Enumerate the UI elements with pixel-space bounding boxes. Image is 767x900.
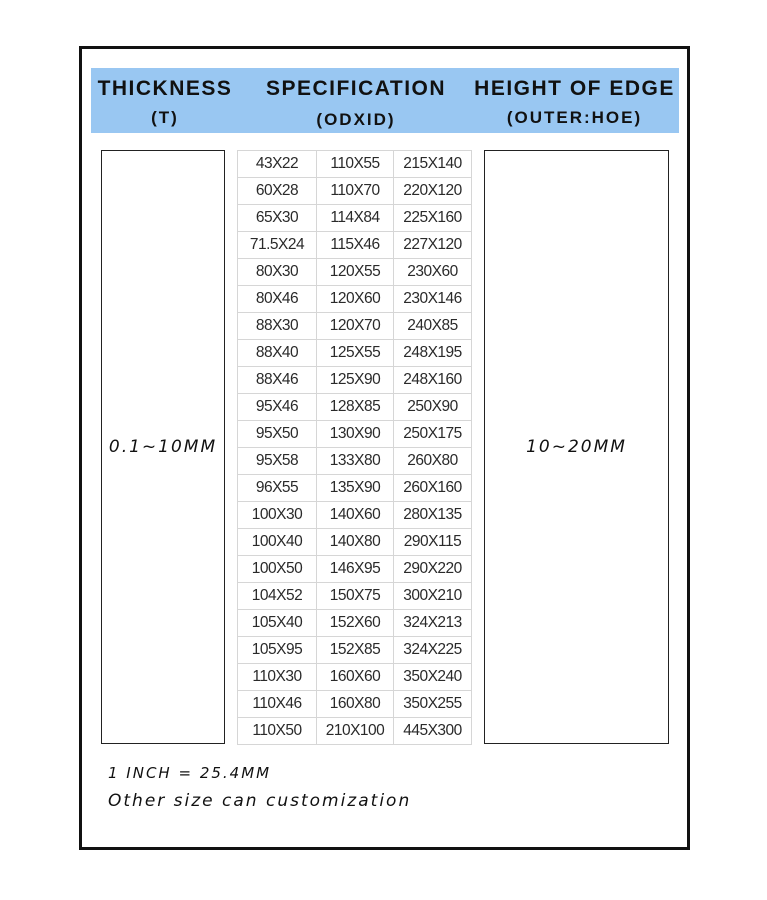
table-row: [238, 286, 472, 313]
spec-cell: 445X300: [394, 718, 472, 745]
spec-cell: 100X40: [238, 529, 317, 556]
table-row: [238, 394, 472, 421]
thickness-value: 0.1~10MM: [108, 437, 218, 457]
spec-cell: 280X135: [394, 502, 472, 529]
spec-cell: 104X52: [238, 583, 317, 610]
spec-cell: 88X46: [238, 367, 317, 394]
table-row: [238, 610, 472, 637]
spec-cell: 96X55: [238, 475, 317, 502]
spec-cell: 128X85: [317, 394, 394, 421]
spec-cell: 210X100: [317, 718, 394, 745]
spec-cell: 120X55: [317, 259, 394, 286]
height-of-edge-value: 10~20MM: [526, 437, 627, 457]
spec-cell: 135X90: [317, 475, 394, 502]
table-row: [238, 529, 472, 556]
spec-cell: 225X160: [394, 205, 472, 232]
spec-cell: 88X30: [238, 313, 317, 340]
spec-cell: 140X60: [317, 502, 394, 529]
table-row: [238, 718, 472, 745]
spec-cell: 71.5X24: [238, 232, 317, 259]
table-row: [238, 637, 472, 664]
spec-cell: 230X60: [394, 259, 472, 286]
height-of-edge-header: [470, 77, 679, 128]
spec-cell: 290X220: [394, 556, 472, 583]
spec-cell: 260X160: [394, 475, 472, 502]
spec-cell: 248X195: [394, 340, 472, 367]
spec-cell: 125X55: [317, 340, 394, 367]
spec-cell: 324X225: [394, 637, 472, 664]
table-row: [238, 583, 472, 610]
height-of-edge-box: [484, 150, 669, 744]
table-row: [238, 448, 472, 475]
spec-cell: 43X22: [238, 151, 317, 178]
spec-cell: 60X28: [238, 178, 317, 205]
thickness-title: THICKNESS: [97, 77, 233, 100]
spec-cell: 300X210: [394, 583, 472, 610]
table-row: [238, 178, 472, 205]
spec-cell: 105X40: [238, 610, 317, 637]
spec-cell: 324X213: [394, 610, 472, 637]
table-row: [238, 475, 472, 502]
table-row: [238, 664, 472, 691]
spec-cell: 160X60: [317, 664, 394, 691]
specification-table: [237, 150, 472, 745]
spec-cell: 120X70: [317, 313, 394, 340]
spec-cell: 152X85: [317, 637, 394, 664]
spec-cell: 100X30: [238, 502, 317, 529]
spec-cell: 350X240: [394, 664, 472, 691]
spec-cell: 248X160: [394, 367, 472, 394]
spec-cell: 160X80: [317, 691, 394, 718]
table-row: [238, 421, 472, 448]
spec-cell: 110X50: [238, 718, 317, 745]
spec-cell: 240X85: [394, 313, 472, 340]
table-row: [238, 556, 472, 583]
spec-cell: 95X46: [238, 394, 317, 421]
height-of-edge-subtitle: (OUTER:HOE): [506, 108, 643, 127]
spec-cell: 150X75: [317, 583, 394, 610]
spec-cell: 215X140: [394, 151, 472, 178]
spec-cell: 80X30: [238, 259, 317, 286]
spec-cell: 95X58: [238, 448, 317, 475]
spec-cell: 227X120: [394, 232, 472, 259]
thickness-header: [91, 77, 239, 128]
spec-cell: 220X120: [394, 178, 472, 205]
table-row: [238, 502, 472, 529]
specification-header: [258, 77, 454, 130]
spec-cell: 95X50: [238, 421, 317, 448]
table-row: [238, 313, 472, 340]
table-row: [238, 691, 472, 718]
specification-subtitle: (ODXID): [316, 110, 396, 129]
table-row: [238, 367, 472, 394]
spec-cell: 133X80: [317, 448, 394, 475]
spec-cell: 260X80: [394, 448, 472, 475]
spec-cell: 110X30: [238, 664, 317, 691]
spec-cell: 125X90: [317, 367, 394, 394]
spec-cell: 65X30: [238, 205, 317, 232]
thickness-box: [101, 150, 225, 744]
spec-cell: 80X46: [238, 286, 317, 313]
spec-cell: 115X46: [317, 232, 394, 259]
thickness-subtitle: (T): [151, 108, 179, 127]
spec-cell: 105X95: [238, 637, 317, 664]
inch-conversion-note: 1 INCH = 25.4MM: [108, 764, 272, 782]
spec-cell: 120X60: [317, 286, 394, 313]
spec-cell: 88X40: [238, 340, 317, 367]
specification-title: SPECIFICATION: [265, 77, 447, 100]
spec-cell: 290X115: [394, 529, 472, 556]
spec-cell: 110X55: [317, 151, 394, 178]
spec-cell: 110X46: [238, 691, 317, 718]
spec-cell: 140X80: [317, 529, 394, 556]
spec-cell: 146X95: [317, 556, 394, 583]
spec-cell: 230X146: [394, 286, 472, 313]
table-row: [238, 205, 472, 232]
customization-note: Other size can customization: [108, 791, 412, 811]
spec-cell: 110X70: [317, 178, 394, 205]
spec-cell: 250X90: [394, 394, 472, 421]
table-row: [238, 151, 472, 178]
spec-cell: 114X84: [317, 205, 394, 232]
spec-cell: 152X60: [317, 610, 394, 637]
spec-cell: 350X255: [394, 691, 472, 718]
table-row: [238, 340, 472, 367]
spec-cell: 130X90: [317, 421, 394, 448]
table-row: [238, 259, 472, 286]
height-of-edge-title: HEIGHT OF EDGE: [474, 77, 675, 100]
spec-cell: 100X50: [238, 556, 317, 583]
table-row: [238, 232, 472, 259]
spec-cell: 250X175: [394, 421, 472, 448]
